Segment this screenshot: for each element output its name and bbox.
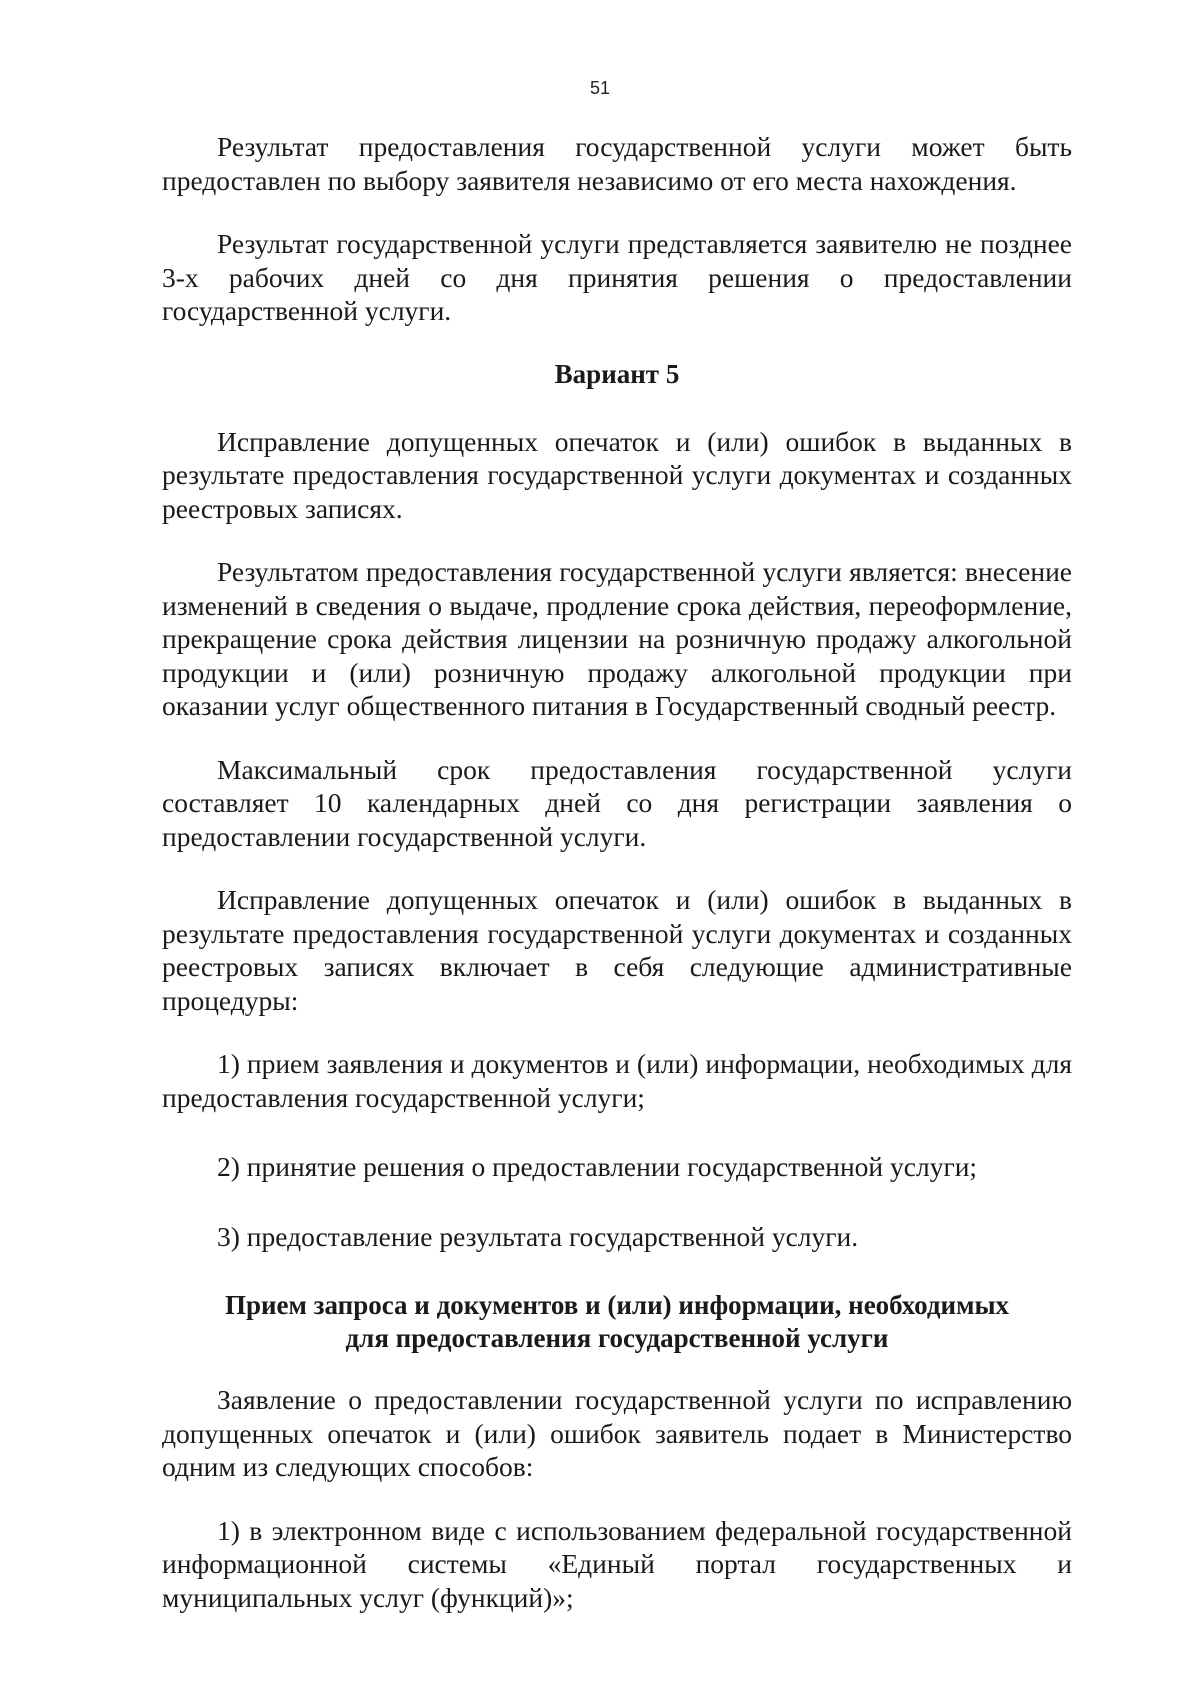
list-item: 2) принятие решения о предоставлении государственной услуги; — [217, 1151, 978, 1182]
page-number: 51 — [589, 78, 611, 98]
paragraph-application-methods: Заявление о предоставлении государственной услуги по исправлению допущенных опечаток и (или) ошибок заявитель подает в Министерство одним из следующих способов: — [162, 1384, 1072, 1482]
paragraph-service-result: Результатом предоставления государственной услуги является: внесение изменений в сведения о выдаче, продление срока действия, переоформление, прекращение срока действия лицензии на розничную продажу алкогольной продукции и (или) розничную продажу алкогольной продукции при оказании услуг общественного питания в Государственный сводный реестр. — [162, 556, 1072, 721]
section-heading — [162, 1289, 1072, 1355]
list-item: 1) прием заявления и документов и (или) информации, необходимых для предоставления государственной услуги; — [162, 1048, 1072, 1113]
section-heading-line: Прием запроса и документов и (или) информации, необходимых — [224, 1290, 1010, 1320]
list-item: 1) в электронном виде с использованием федеральной государственной информационной системы «Единый портал государственных и муниципальных услуг (функций)»; — [162, 1514, 1072, 1613]
list-item: 3) предоставление результата государственной услуги. — [217, 1220, 859, 1252]
paragraph-variant-description: Исправление допущенных опечаток и (или) ошибок в выданных в результате предоставления государственной услуги документах и созданных реестровых записях. — [162, 425, 1072, 524]
variant-heading: Вариант 5 — [554, 358, 680, 389]
paragraph-procedures-intro: Исправление допущенных опечаток и (или) ошибок в выданных в результате предоставления государственной услуги документах и созданных реестровых записях включает в себя следующие административные процедуры: — [162, 884, 1072, 1016]
paragraph-result-deadline: Результат государственной услуги представляется заявителю не позднее 3-х рабочих дней со дня принятия решения о предоставлении государственной услуги. — [162, 228, 1072, 326]
paragraph-max-term: Максимальный срок предоставления государственной услуги составляет 10 календарных дней со дня регистрации заявления о предоставлении государственной услуги. — [162, 753, 1072, 852]
section-heading-line: для предоставления государственной услуги — [345, 1323, 889, 1353]
paragraph-result-delivery: Результат предоставления государственной услуги может быть предоставлен по выбору заявителя независимо от его места нахождения. — [162, 131, 1072, 196]
document-body — [162, 130, 1072, 1650]
